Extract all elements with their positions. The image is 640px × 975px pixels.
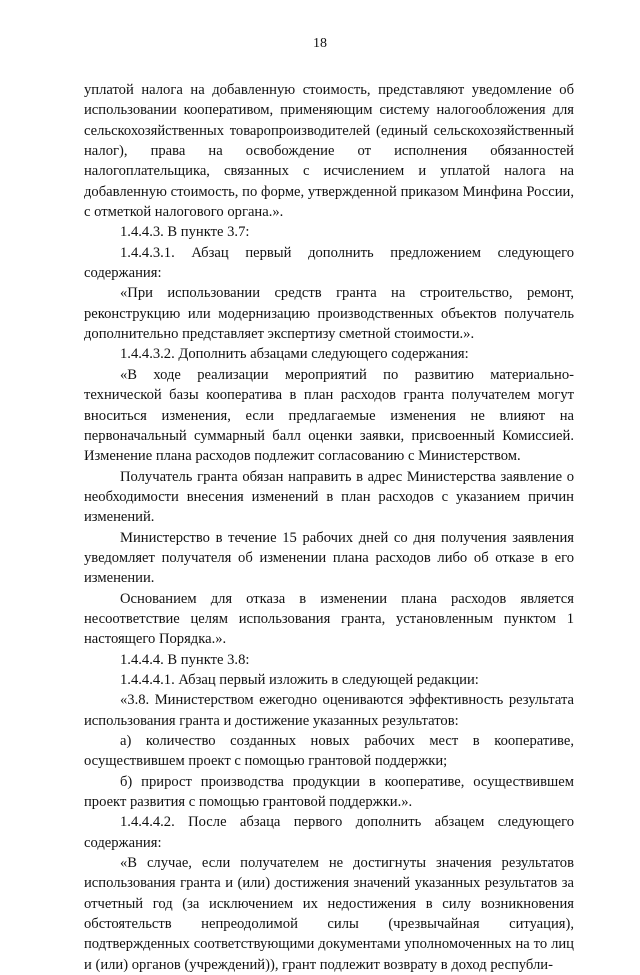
paragraph-6: Получатель гранта обязан направить в адрес Министерства заявление о необходимости внесения изменений в план расходов с указанием причин изменений. bbox=[84, 468, 574, 526]
paragraph-9: 1.4.4.4. В пункте 3.8: bbox=[120, 651, 250, 668]
paragraph-8: Основанием для отказа в изменении плана расходов является несоответствие целям использования гранта, установленным пунктом 1 настоящего Порядка.». bbox=[84, 590, 574, 648]
document-body bbox=[84, 80, 574, 975]
paragraph-1: 1.4.4.3. В пункте 3.7: bbox=[120, 224, 250, 241]
paragraph-2: 1.4.4.3.1. Абзац первый дополнить предложением следующего содержания: bbox=[84, 244, 574, 282]
paragraph-10: 1.4.4.4.1. Абзац первый изложить в следующей редакции: bbox=[120, 671, 479, 688]
paragraph-4: 1.4.4.3.2. Дополнить абзацами следующего содержания: bbox=[120, 346, 469, 363]
paragraph-13: б) прирост производства продукции в кооперативе, осуществившем проект развития с помощью грантовой поддержки.». bbox=[84, 773, 574, 811]
paragraph-0: уплатой налога на добавленную стоимость, представляют уведомление об использовании кооперативом, применяющим систему налогообложения для сельскохозяйственных товаропроизводителей (единый сельскохозяйственный налог), права на освобождение от исполнения обязанностей налогоплательщика, связанных с исчислением и уплатой налога на добавленную стоимость, по форме, утвержденной приказом Минфина России, с отметкой налогового органа.». bbox=[84, 82, 574, 221]
paragraph-5: «В ходе реализации мероприятий по развитию материально-технической базы кооператива в план расходов гранта получателем могут вноситься изменения, если предлагаемые изменения не влияют на первоначальный суммарный балл оценки заявки, присвоенный Комиссией. Изменение плана расходов подлежит согласованию с Министерством. bbox=[84, 366, 574, 465]
paragraph-15: «В случае, если получателем не достигнуты значения результатов использования гранта и (или) достижения значений указанных результатов за отчетный год (за исключением их недостижения в силу возникновения обстоятельств непреодолимой силы (чрезвычайная ситуация), подтвержденных соответствующими документами уполномоченных на то лиц и (или) органов (учреждений)), грант подлежит возврату в доход республи- bbox=[84, 855, 574, 973]
paragraph-14: 1.4.4.4.2. После абзаца первого дополнить абзацем следующего содержания: bbox=[84, 814, 574, 851]
paragraph-11: «3.8. Министерством ежегодно оцениваются эффективность результата использования гранта и достижение указанных результатов: bbox=[84, 692, 574, 729]
paragraph-3: «При использовании средств гранта на строительство, ремонт, реконструкцию или модернизацию производственных объектов получатель дополнительно представляет экспертизу сметной стоимости.». bbox=[84, 285, 574, 343]
paragraph-12: а) количество созданных новых рабочих мест в кооперативе, осуществившем проект с помощью грантовой поддержки; bbox=[84, 733, 574, 770]
page-number: 18 bbox=[313, 36, 327, 51]
paragraph-7: Министерство в течение 15 рабочих дней со дня получения заявления уведомляет получателя об изменении плана расходов либо об отказе в его изменении. bbox=[84, 529, 574, 587]
